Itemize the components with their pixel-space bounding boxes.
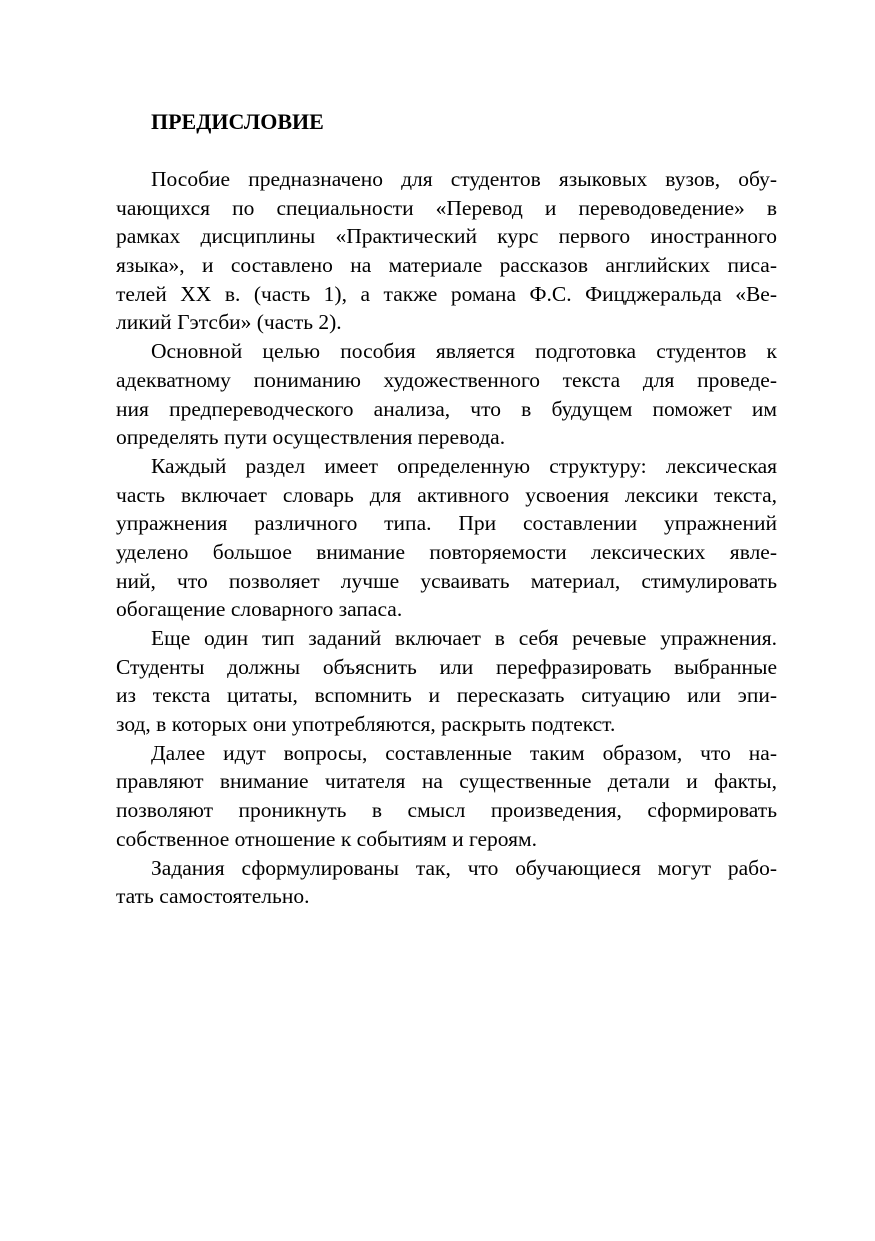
text-line: чающихся по специальности «Перевод и переводоведение» в	[116, 195, 777, 220]
text-line: Задания сформулированы так, что обучающиеся могут рабо-	[151, 855, 777, 880]
paragraph-speech-exercises	[116, 624, 777, 739]
text-line: телей XX в. (часть 1), а также романа Ф.С. Фицджеральда «Ве-	[116, 281, 777, 306]
text-line: позволяют проникнуть в смысл произведения, сформировать	[116, 798, 777, 823]
text-line: Еще один тип заданий включает в себя речевые упражнения.	[151, 626, 777, 650]
text-line: зод, в которых они употребляются, раскрыть подтекст.	[116, 712, 616, 737]
text-line: ликий Гэтсби» (часть 2).	[116, 310, 342, 335]
body-text	[116, 165, 777, 911]
paragraph-purpose	[116, 165, 777, 337]
text-line: адекватному пониманию художественного текста для проведе-	[116, 367, 777, 392]
text-line: Далее идут вопросы, составленные таким образом, что на-	[151, 740, 777, 765]
text-line: рамках дисциплины «Практический курс первого иностранного	[116, 224, 777, 249]
text-line: Каждый раздел имеет определенную структуру: лексическая	[151, 453, 777, 478]
text-line: Пособие предназначено для студентов языковых вузов, обу-	[151, 167, 777, 191]
paragraph-goal	[116, 337, 777, 452]
text-line: тать самостоятельно.	[116, 884, 310, 909]
text-line: ний, что позволяет лучше усваивать материал, стимулировать	[116, 568, 777, 593]
text-line: обогащение словарного запаса.	[116, 597, 403, 622]
paragraph-questions	[116, 739, 777, 854]
text-line: определять пути осуществления перевода.	[116, 425, 506, 450]
text-line: Основной целью пособия является подготовка студентов к	[151, 339, 777, 364]
text-line: из текста цитаты, вспомнить и пересказать ситуацию или эпи-	[116, 683, 777, 708]
text-line: правляют внимание читателя на существенные детали и факты,	[116, 769, 777, 794]
page-heading: ПРЕДИСЛОВИЕ	[151, 109, 324, 134]
text-line: часть включает словарь для активного усвоения лексики текста,	[116, 482, 777, 507]
text-line: Студенты должны объяснить или перефразировать выбранные	[116, 654, 777, 679]
paragraph-structure	[116, 452, 777, 624]
paragraph-independent-work	[116, 854, 777, 911]
text-line: собственное отношение к событиям и героям.	[116, 826, 538, 851]
text-line: ния предпереводческого анализа, что в будущем поможет им	[116, 396, 777, 421]
text-line: упражнения различного типа. При составлении упражнений	[116, 511, 777, 536]
text-line: языка», и составлено на материале рассказов английских писа-	[116, 253, 777, 278]
text-line: уделено большое внимание повторяемости лексических явле-	[116, 539, 777, 564]
